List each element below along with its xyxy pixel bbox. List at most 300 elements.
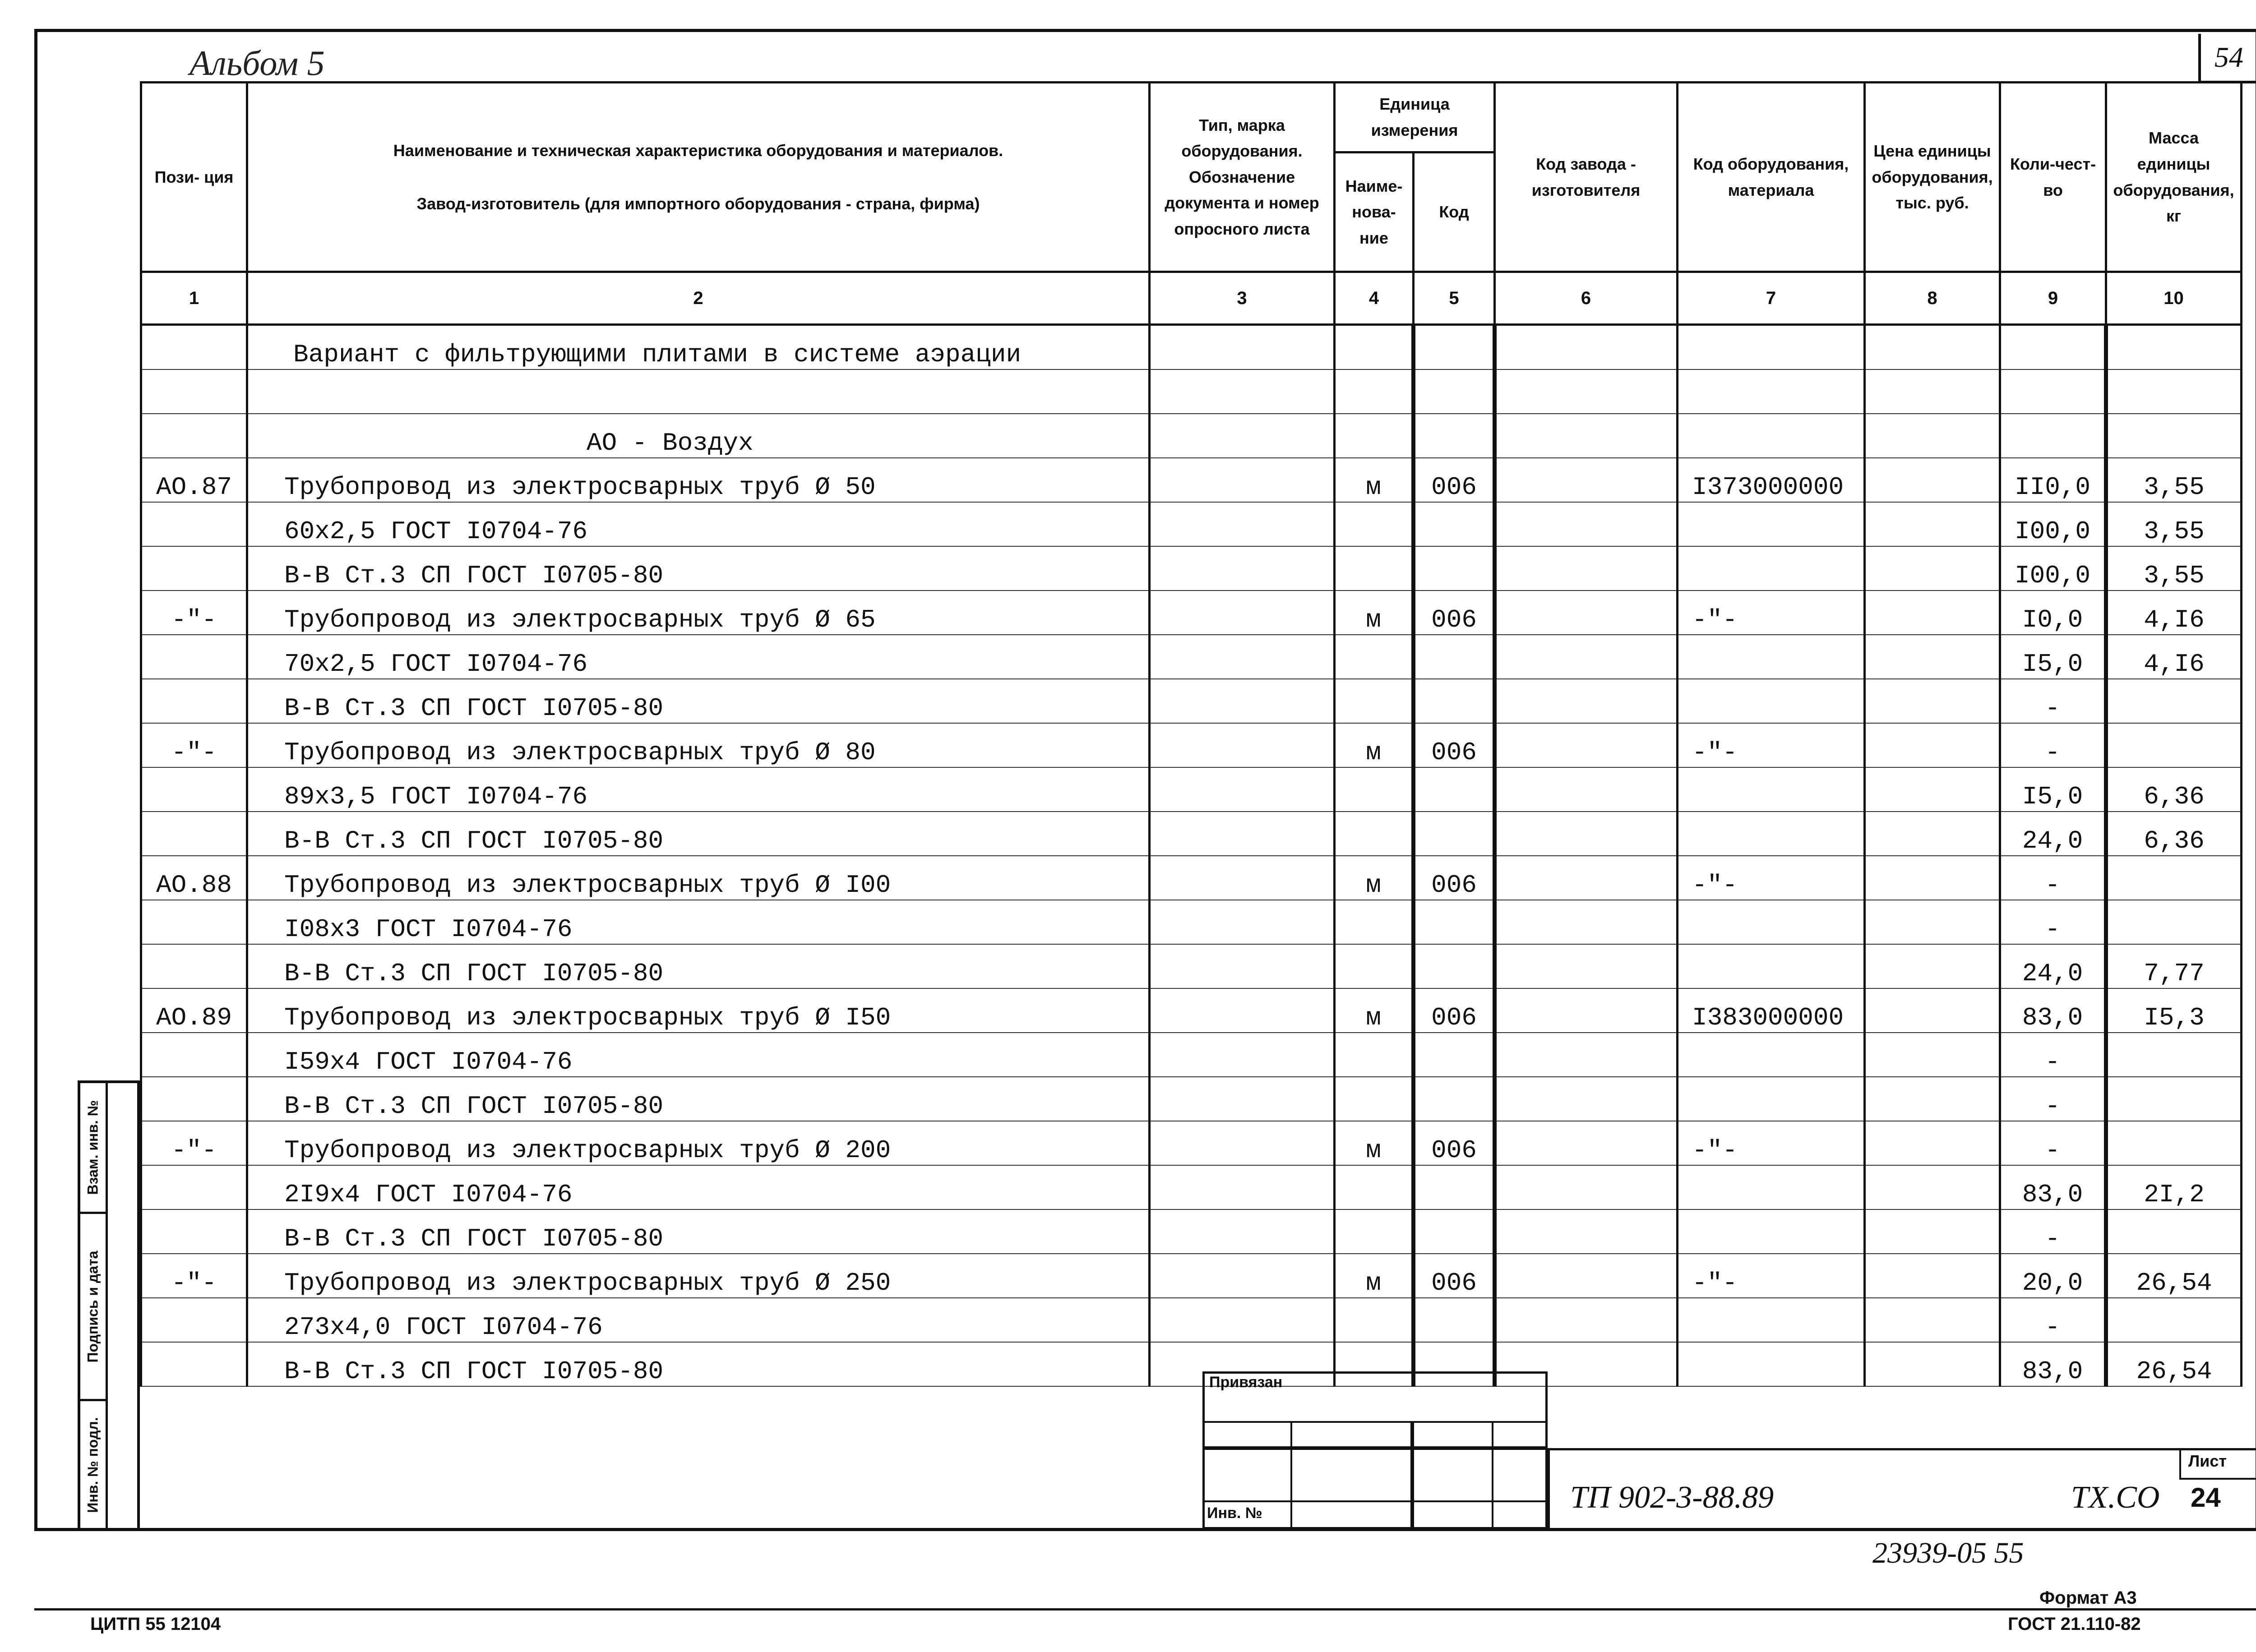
name-cell-text: В-В Ст.3 СП ГОСТ I0705-80 xyxy=(284,561,664,590)
plant-code-cell xyxy=(1495,458,1678,502)
bottom-line xyxy=(34,1608,2256,1610)
equip-code-cell-text: -"- xyxy=(1692,738,1738,767)
type-cell xyxy=(1150,502,1335,546)
equip-code-cell xyxy=(1678,679,1865,723)
table-row xyxy=(141,723,2242,767)
unit-code-cell xyxy=(1414,458,1495,502)
position-cell xyxy=(141,812,247,856)
position-cell xyxy=(141,546,247,591)
name-cell xyxy=(247,1209,1150,1254)
mass-cell-text: 3,55 xyxy=(2144,517,2205,546)
unit-code-cell-text: 006 xyxy=(1431,473,1477,502)
position-cell xyxy=(141,944,247,988)
table-row xyxy=(141,856,2242,900)
position-cell xyxy=(141,635,247,679)
unit-cell xyxy=(1335,1209,1414,1254)
name-cell-text: В-В Ст.3 СП ГОСТ I0705-80 xyxy=(284,1357,664,1386)
unit-cell xyxy=(1335,679,1414,723)
qty-cell xyxy=(2000,1342,2106,1386)
header-equip-code: Код оборудования, материала xyxy=(1678,83,1865,272)
equip-code-cell xyxy=(1678,1209,1865,1254)
qty-cell-text: - xyxy=(2045,694,2060,723)
qty-cell-text: - xyxy=(2045,871,2060,900)
name-cell xyxy=(247,1342,1150,1386)
name-cell xyxy=(247,944,1150,988)
bound-label: Привязан xyxy=(1209,1374,1283,1391)
name-cell-text: Трубопровод из электросварных труб Ø 250 xyxy=(284,1269,891,1297)
name-cell-text: В-В Ст.3 СП ГОСТ I0705-80 xyxy=(284,826,664,855)
col-num: 10 xyxy=(2106,272,2242,325)
side-cell xyxy=(80,1401,106,1528)
equip-code-cell xyxy=(1678,900,1865,944)
equip-code-cell-text: -"- xyxy=(1692,1269,1738,1297)
type-cell xyxy=(1150,988,1335,1033)
position-cell-text: АО.89 xyxy=(156,1003,232,1032)
type-cell xyxy=(1150,944,1335,988)
equip-code-cell xyxy=(1678,767,1865,812)
mass-cell xyxy=(2106,767,2242,812)
mass-cell xyxy=(2106,988,2242,1033)
unit-cell xyxy=(1335,1121,1414,1165)
unit-cell xyxy=(1335,723,1414,767)
mass-cell xyxy=(2106,944,2242,988)
mass-cell-text: 4,I6 xyxy=(2144,650,2205,678)
position-cell xyxy=(141,856,247,900)
section-row xyxy=(141,325,2242,370)
qty-cell xyxy=(2000,1209,2106,1254)
mass-cell xyxy=(2106,723,2242,767)
plant-code-cell xyxy=(1495,723,1678,767)
type-cell xyxy=(1150,1121,1335,1165)
table-row xyxy=(141,458,2242,502)
header-unit-name: Наиме-нова-ние xyxy=(1335,152,1414,272)
plant-code-cell xyxy=(1495,1121,1678,1165)
unit-code-cell xyxy=(1414,1165,1495,1209)
position-cell xyxy=(141,1342,247,1386)
unit-cell-text: м xyxy=(1366,1136,1381,1165)
type-cell xyxy=(1150,546,1335,591)
price-cell xyxy=(1865,1298,2000,1342)
section-title: Вариант с фильтрующими плитами в системе аэрации xyxy=(247,325,1150,370)
qty-cell-text: 83,0 xyxy=(2022,1180,2083,1209)
plant-code-cell xyxy=(1495,591,1678,635)
name-cell-text: Трубопровод из электросварных труб Ø 80 xyxy=(284,738,876,767)
position-cell xyxy=(141,1254,247,1298)
unit-cell-text: м xyxy=(1366,871,1381,900)
qty-cell xyxy=(2000,1254,2106,1298)
unit-code-cell xyxy=(1414,900,1495,944)
name-cell-text: В-В Ст.3 СП ГОСТ I0705-80 xyxy=(284,1224,664,1253)
name-cell-text: I59х4 ГОСТ I0704-76 xyxy=(284,1047,573,1077)
plant-code-cell xyxy=(1495,856,1678,900)
name-cell xyxy=(247,679,1150,723)
unit-code-cell xyxy=(1414,502,1495,546)
mass-cell-text: 7,77 xyxy=(2144,959,2205,988)
unit-cell-text: м xyxy=(1366,1003,1381,1032)
type-cell xyxy=(1150,1254,1335,1298)
name-cell xyxy=(247,723,1150,767)
footer-format: Формат А3 xyxy=(2039,1588,2137,1608)
name-cell-text: В-В Ст.3 СП ГОСТ I0705-80 xyxy=(284,694,664,723)
unit-code-cell-text: 006 xyxy=(1431,1136,1477,1165)
unit-code-cell xyxy=(1414,812,1495,856)
position-cell xyxy=(141,988,247,1033)
equip-code-cell xyxy=(1678,1121,1865,1165)
qty-cell-text: I0,0 xyxy=(2022,605,2083,635)
qty-cell-text: - xyxy=(2045,1224,2060,1253)
header-name xyxy=(247,83,1150,272)
mass-cell xyxy=(2106,856,2242,900)
name-cell xyxy=(247,1033,1150,1077)
equip-code-cell xyxy=(1678,812,1865,856)
position-cell xyxy=(141,1165,247,1209)
column-number-row xyxy=(141,272,2242,325)
footer-gost: ГОСТ 21.110-82 xyxy=(2008,1614,2141,1634)
position-cell xyxy=(141,900,247,944)
equip-code-cell-text: -"- xyxy=(1692,1136,1738,1165)
unit-code-cell-text: 006 xyxy=(1431,605,1477,634)
equip-code-cell-text: I383000000 xyxy=(1692,1003,1844,1032)
table-row xyxy=(141,679,2242,723)
inv-label: Инв. № xyxy=(1207,1504,1262,1522)
position-cell-text: -"- xyxy=(171,605,217,634)
name-cell xyxy=(247,546,1150,591)
position-cell xyxy=(141,723,247,767)
unit-code-cell xyxy=(1414,679,1495,723)
side-cell xyxy=(80,1214,106,1401)
name-cell xyxy=(247,502,1150,546)
table-row xyxy=(141,502,2242,546)
unit-cell xyxy=(1335,591,1414,635)
unit-cell xyxy=(1335,767,1414,812)
position-cell xyxy=(141,1121,247,1165)
position-cell xyxy=(141,679,247,723)
qty-cell-text: - xyxy=(2045,738,2060,767)
qty-cell xyxy=(2000,1298,2106,1342)
position-cell xyxy=(141,502,247,546)
unit-code-cell xyxy=(1414,944,1495,988)
equip-code-cell xyxy=(1678,1165,1865,1209)
unit-code-cell xyxy=(1414,723,1495,767)
table-row xyxy=(141,1342,2242,1386)
qty-cell-text: - xyxy=(2045,1136,2060,1165)
unit-cell xyxy=(1335,1254,1414,1298)
col-num: 2 xyxy=(247,272,1150,325)
mass-cell xyxy=(2106,635,2242,679)
unit-code-cell-text: 006 xyxy=(1431,1003,1477,1032)
type-cell xyxy=(1150,723,1335,767)
table-row xyxy=(141,767,2242,812)
blank-row xyxy=(141,369,2242,414)
type-cell xyxy=(1150,1077,1335,1121)
unit-cell xyxy=(1335,546,1414,591)
unit-cell-text: м xyxy=(1366,1269,1381,1297)
equip-code-cell xyxy=(1678,502,1865,546)
name-cell-text: 2I9х4 ГОСТ I0704-76 xyxy=(284,1180,573,1209)
table-row xyxy=(141,1077,2242,1121)
position-cell-text: АО.87 xyxy=(156,473,232,502)
mass-cell-text: 3,55 xyxy=(2144,561,2205,590)
type-cell xyxy=(1150,591,1335,635)
unit-cell xyxy=(1335,1077,1414,1121)
position-cell xyxy=(141,458,247,502)
unit-cell xyxy=(1335,502,1414,546)
name-cell xyxy=(247,1077,1150,1121)
qty-cell-text: I00,0 xyxy=(2015,561,2091,590)
unit-code-cell xyxy=(1414,988,1495,1033)
price-cell xyxy=(1865,944,2000,988)
unit-cell xyxy=(1335,900,1414,944)
price-cell xyxy=(1865,723,2000,767)
header-name-sub: Завод-изготовитель (для импортного оборудования - страна, фирма) xyxy=(416,194,980,213)
equip-code-cell-text: I373000000 xyxy=(1692,473,1844,502)
qty-cell-text: - xyxy=(2045,1047,2060,1077)
mass-cell xyxy=(2106,591,2242,635)
price-cell xyxy=(1865,1342,2000,1386)
position-cell-text: АО.88 xyxy=(156,871,232,900)
unit-code-cell-text: 006 xyxy=(1431,871,1477,900)
price-cell xyxy=(1865,767,2000,812)
footer-left: ЦИТП 55 12104 xyxy=(90,1614,221,1634)
plant-code-cell xyxy=(1495,546,1678,591)
price-cell xyxy=(1865,1209,2000,1254)
equip-code-cell-text: -"- xyxy=(1692,605,1738,634)
qty-cell-text: 83,0 xyxy=(2022,1357,2083,1386)
type-cell xyxy=(1150,812,1335,856)
equip-code-cell-text: -"- xyxy=(1692,871,1738,900)
name-cell xyxy=(247,1165,1150,1209)
unit-cell xyxy=(1335,944,1414,988)
plant-code-cell xyxy=(1495,679,1678,723)
name-cell xyxy=(247,1254,1150,1298)
plant-code-cell xyxy=(1495,767,1678,812)
name-cell-text: 273х4,0 ГОСТ I0704-76 xyxy=(284,1313,603,1342)
plant-code-cell xyxy=(1495,502,1678,546)
plant-code-cell xyxy=(1495,944,1678,988)
table-row xyxy=(141,1165,2242,1209)
plant-code-cell xyxy=(1495,1254,1678,1298)
unit-cell xyxy=(1335,812,1414,856)
name-cell xyxy=(247,812,1150,856)
position-cell-text: -"- xyxy=(171,1269,217,1297)
qty-cell xyxy=(2000,812,2106,856)
unit-code-cell-text: 006 xyxy=(1431,738,1477,767)
name-cell xyxy=(247,591,1150,635)
plant-code-cell xyxy=(1495,1209,1678,1254)
qty-cell xyxy=(2000,591,2106,635)
header-type: Тип, марка оборудования. Обозначение документа и номер опросного листа xyxy=(1150,83,1335,272)
mass-cell xyxy=(2106,546,2242,591)
qty-cell xyxy=(2000,723,2106,767)
qty-cell-text: I5,0 xyxy=(2022,650,2083,679)
type-cell xyxy=(1150,1033,1335,1077)
unit-code-cell xyxy=(1414,1298,1495,1342)
price-cell xyxy=(1865,900,2000,944)
name-cell xyxy=(247,988,1150,1033)
unit-cell-text: м xyxy=(1366,605,1381,634)
price-cell xyxy=(1865,1121,2000,1165)
price-cell xyxy=(1865,988,2000,1033)
col-num: 3 xyxy=(1150,272,1335,325)
equip-code-cell xyxy=(1678,1033,1865,1077)
page-number: 54 xyxy=(2198,34,2256,83)
unit-cell-text: м xyxy=(1366,738,1381,767)
unit-code-cell-text: 006 xyxy=(1431,1269,1477,1297)
mass-cell xyxy=(2106,1342,2242,1386)
sheet-number: 24 xyxy=(2191,1482,2221,1513)
name-cell-text: Трубопровод из электросварных труб Ø 200 xyxy=(284,1136,891,1165)
price-cell xyxy=(1865,635,2000,679)
qty-cell-text: - xyxy=(2045,1092,2060,1121)
side-label: Взам. инв. № xyxy=(84,1100,101,1195)
mass-cell-text: 2I,2 xyxy=(2144,1180,2205,1209)
qty-cell xyxy=(2000,767,2106,812)
table-row xyxy=(141,1033,2242,1077)
table-row xyxy=(141,591,2242,635)
qty-cell xyxy=(2000,1077,2106,1121)
mass-cell xyxy=(2106,502,2242,546)
mass-cell xyxy=(2106,679,2242,723)
mass-cell-text: 4,I6 xyxy=(2144,605,2205,634)
unit-code-cell xyxy=(1414,1033,1495,1077)
price-cell xyxy=(1865,591,2000,635)
equip-code-cell xyxy=(1678,988,1865,1033)
header-price: Цена единицы оборудования, тыс. руб. xyxy=(1865,83,2000,272)
unit-code-cell xyxy=(1414,856,1495,900)
position-cell xyxy=(141,1033,247,1077)
mass-cell-text: I5,3 xyxy=(2144,1003,2205,1032)
price-cell xyxy=(1865,1254,2000,1298)
header-plant-code: Код завода - изготовителя xyxy=(1495,83,1678,272)
table-row xyxy=(141,1298,2242,1342)
qty-cell-text: I5,0 xyxy=(2022,782,2083,812)
qty-cell xyxy=(2000,988,2106,1033)
plant-code-cell xyxy=(1495,1033,1678,1077)
type-cell xyxy=(1150,679,1335,723)
position-cell xyxy=(141,1209,247,1254)
name-cell-text: В-В Ст.3 СП ГОСТ I0705-80 xyxy=(284,959,664,988)
specification-table xyxy=(140,81,2242,1387)
side-label: Подпись и дата xyxy=(84,1251,101,1362)
equip-code-cell xyxy=(1678,1254,1865,1298)
plant-code-cell xyxy=(1495,1165,1678,1209)
sheet-label: Лист xyxy=(2188,1452,2227,1470)
qty-cell-text: 83,0 xyxy=(2022,1003,2083,1033)
price-cell xyxy=(1865,1165,2000,1209)
unit-code-cell xyxy=(1414,1121,1495,1165)
doc-number: ТП 902-3-88.89 xyxy=(1570,1480,1774,1515)
qty-cell xyxy=(2000,944,2106,988)
unit-cell xyxy=(1335,635,1414,679)
unit-code-cell xyxy=(1414,1077,1495,1121)
name-cell-text: Трубопровод из электросварных труб Ø 50 xyxy=(284,473,876,502)
name-cell xyxy=(247,900,1150,944)
equip-code-cell xyxy=(1678,1342,1865,1386)
name-cell xyxy=(247,458,1150,502)
mass-cell xyxy=(2106,458,2242,502)
plant-code-cell xyxy=(1495,900,1678,944)
mass-cell-text: 26,54 xyxy=(2136,1269,2212,1297)
qty-cell-text: I00,0 xyxy=(2015,517,2090,546)
type-cell xyxy=(1150,1165,1335,1209)
name-cell-text: I08х3 ГОСТ I0704-76 xyxy=(284,915,573,944)
price-cell xyxy=(1865,1077,2000,1121)
header-row-1 xyxy=(141,83,2242,152)
equip-code-cell xyxy=(1678,635,1865,679)
col-num: 9 xyxy=(2000,272,2106,325)
header-qty: Коли-чест-во xyxy=(2000,83,2106,272)
unit-cell xyxy=(1335,1298,1414,1342)
qty-cell xyxy=(2000,502,2106,546)
equip-code-cell xyxy=(1678,856,1865,900)
qty-cell xyxy=(2000,458,2106,502)
table-row xyxy=(141,900,2242,944)
name-cell xyxy=(247,1298,1150,1342)
col-num: 6 xyxy=(1495,272,1678,325)
unit-code-cell xyxy=(1414,546,1495,591)
type-cell xyxy=(1150,856,1335,900)
equip-code-cell xyxy=(1678,591,1865,635)
mass-cell-text: 6,36 xyxy=(2144,782,2205,811)
qty-cell-text: - xyxy=(2045,1313,2060,1342)
price-cell xyxy=(1865,502,2000,546)
unit-cell xyxy=(1335,1165,1414,1209)
mass-cell-text: 6,36 xyxy=(2144,826,2205,855)
col-num: 4 xyxy=(1335,272,1414,325)
table-row xyxy=(141,635,2242,679)
header-pos: Пози- ция xyxy=(141,83,247,272)
price-cell xyxy=(1865,679,2000,723)
col-num: 1 xyxy=(141,272,247,325)
mass-cell xyxy=(2106,1209,2242,1254)
header-unit-group: Единица измерения xyxy=(1335,83,1495,152)
equip-code-cell xyxy=(1678,723,1865,767)
qty-cell xyxy=(2000,635,2106,679)
qty-cell xyxy=(2000,856,2106,900)
mass-cell-text: 26,54 xyxy=(2136,1357,2212,1386)
side-label: Инв. № подл. xyxy=(84,1417,101,1513)
mass-cell xyxy=(2106,1298,2242,1342)
registration-number: 23939-05 55 xyxy=(1872,1537,2024,1569)
position-cell xyxy=(141,1298,247,1342)
qty-cell-text: - xyxy=(2045,915,2060,944)
unit-cell-text: м xyxy=(1366,473,1381,502)
unit-code-cell xyxy=(1414,635,1495,679)
price-cell xyxy=(1865,1033,2000,1077)
name-cell xyxy=(247,767,1150,812)
mass-cell xyxy=(2106,1121,2242,1165)
side-stamp xyxy=(78,1080,140,1531)
name-cell-text: В-В Ст.3 СП ГОСТ I0705-80 xyxy=(284,1092,664,1121)
position-cell xyxy=(141,1077,247,1121)
plant-code-cell xyxy=(1495,635,1678,679)
equip-code-cell xyxy=(1678,944,1865,988)
mass-cell xyxy=(2106,1077,2242,1121)
qty-cell-text: II0,0 xyxy=(2015,473,2090,502)
mass-cell xyxy=(2106,812,2242,856)
type-cell xyxy=(1150,458,1335,502)
unit-code-cell xyxy=(1414,767,1495,812)
type-cell xyxy=(1150,900,1335,944)
position-cell xyxy=(141,591,247,635)
subsection-row xyxy=(141,414,2242,458)
price-cell xyxy=(1865,856,2000,900)
col-num: 8 xyxy=(1865,272,2000,325)
unit-cell xyxy=(1335,1033,1414,1077)
mass-cell xyxy=(2106,1033,2242,1077)
name-cell-text: 60х2,5 ГОСТ I0704-76 xyxy=(284,517,587,546)
doc-code: ТХ.СО xyxy=(2071,1480,2160,1515)
